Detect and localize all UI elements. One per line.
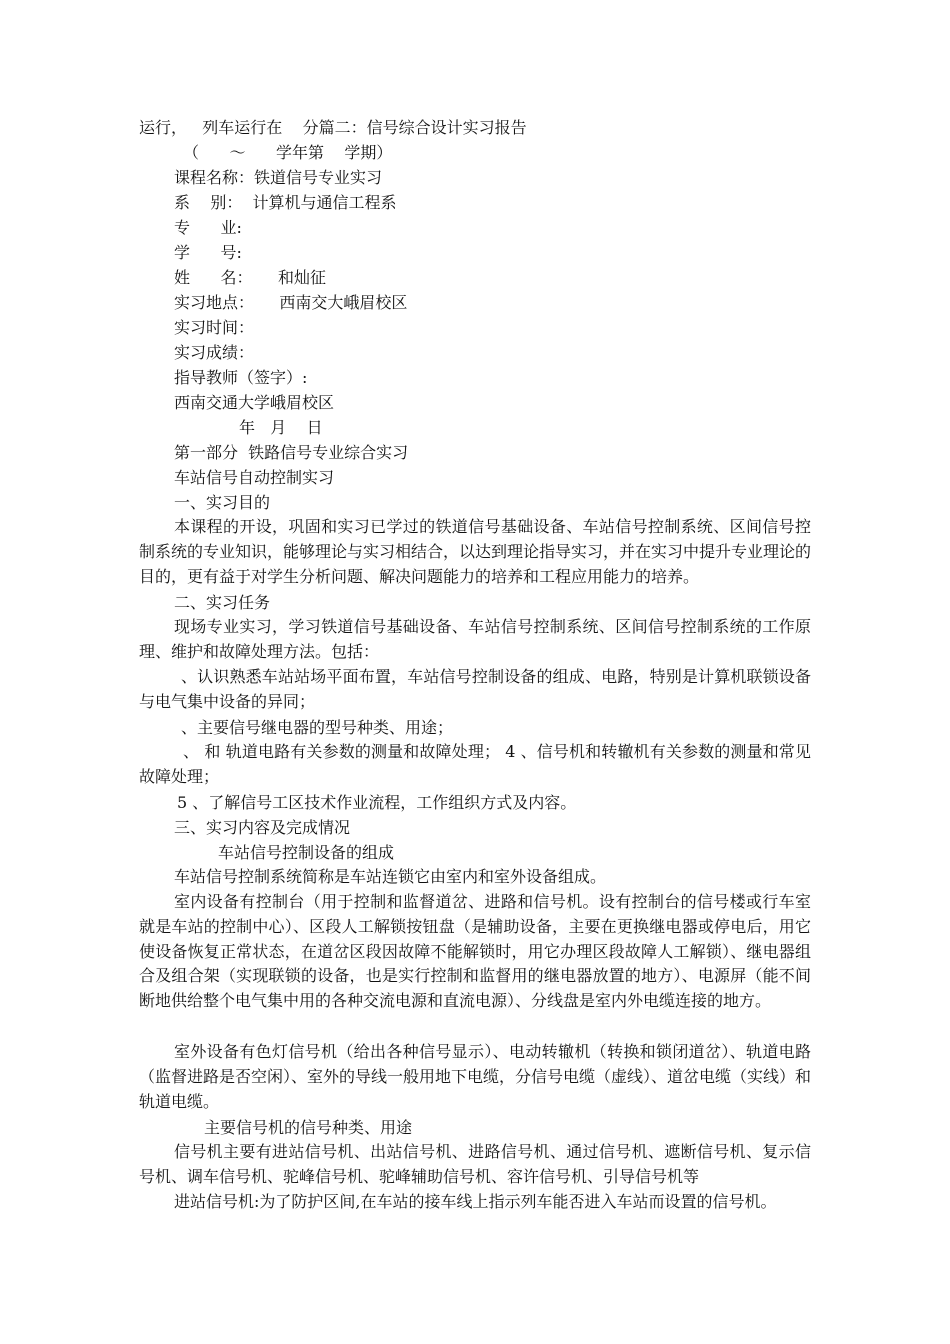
paragraph: 现场专业实习，学习铁道信号基础设备、车站信号控制系统、区间信号控制系统的工作原理、维护和故障处理方法。包括： — [139, 617, 811, 661]
date-line: 年 月 日 — [239, 418, 323, 437]
internship-time: 实习时间： — [174, 318, 255, 337]
university-name: 西南交通大学峨眉校区 — [174, 393, 335, 412]
paragraph: 室内设备有控制台（用于控制和监督道岔、进路和信号机。设有控制台的信号楼或行车室就是车站的控制中心）、区段人工解锁按钮盘（是辅助设备，主要在更换继电器或停电后，用它使设备恢复正常状态，在道岔区段因故障不能解锁时，用它办理区段故障人工解锁）、继电器组合及组合架（实现联锁的设备，也是实行控制和监督用的继电器放置的地方）、电源屏（能不间断地供给整个电气集中用的各种交流电源和直流电源）、分线盘是室内外电缆连接的地方。 — [139, 892, 811, 1011]
term-line: （ ～ 学年第 学期） — [183, 143, 393, 162]
header-line: 运行， 列车运行在 分篇二：信号综合设计实习报告 — [139, 118, 527, 137]
major: 专 业: — [174, 218, 242, 237]
paragraph: 、认识熟悉车站站场平面布置，车站信号控制设备的组成、电路，特别是计算机联锁设备与电气集中设备的异同； — [139, 667, 811, 711]
instructor-signature: 指导教师（签字）: — [174, 368, 308, 387]
section-heading: 三、实习内容及完成情况 — [174, 818, 351, 837]
paragraph: 车站信号控制系统简称是车站连锁它由室内和室外设备组成。 — [174, 867, 607, 886]
paragraph: 信号机主要有进站信号机、出站信号机、进路信号机、通过信号机、遮断信号机、复示信号机、调车信号机、驼峰信号机、驼峰辅助信号机、容许信号机、引导信号机等 — [139, 1142, 811, 1186]
subheading: 车站信号自动控制实习 — [174, 468, 335, 487]
section-heading: 一、实习目的 — [174, 493, 271, 512]
student-name: 姓 名： 和灿征 — [174, 268, 326, 287]
course-name: 课程名称：铁道信号专业实习 — [174, 168, 383, 187]
part-heading: 第一部分 铁路信号专业综合实习 — [174, 443, 409, 462]
paragraph: 本课程的开设，巩固和实习已学过的铁道信号基础设备、车站信号控制系统、区间信号控制系统的专业知识，能够理论与实习相结合，以达到理论指导实习，并在实习中提升专业理论的目的，更有益于对学生分析问题、解决问题能力的培养和工程应用能力的培养。 — [139, 517, 812, 586]
internship-score: 实习成绩： — [174, 343, 255, 362]
department: 系 别： 计算机与通信工程系 — [174, 193, 397, 212]
subheading: 主要信号机的信号种类、用途 — [204, 1118, 413, 1137]
student-id: 学 号: — [174, 243, 242, 262]
list-item: 5 、了解信号工区技术作业流程，工作组织方式及内容。 — [177, 793, 577, 812]
list-item: 、主要信号继电器的型号种类、用途； — [181, 718, 454, 737]
subheading: 车站信号控制设备的组成 — [218, 843, 395, 862]
section-heading: 二、实习任务 — [174, 593, 271, 612]
internship-location: 实习地点： 西南交大峨眉校区 — [174, 293, 408, 312]
paragraph: 室外设备有色灯信号机（给出各种信号显示）、电动转辙机（转换和锁闭道岔）、轨道电路（监督进路是否空闲）、室外的导线一般用地下电缆，分信号电缆（虚线）、道岔电缆（实线）和轨道电缆。 — [139, 1042, 812, 1111]
paragraph: 、 和 轨道电路有关参数的测量和故障处理； 4 、信号机和转辙机有关参数的测量和常见故障处理； — [139, 742, 811, 786]
paragraph: 进站信号机:为了防护区间,在车站的接车线上指示列车能否进入车站而设置的信号机。 — [174, 1192, 777, 1211]
